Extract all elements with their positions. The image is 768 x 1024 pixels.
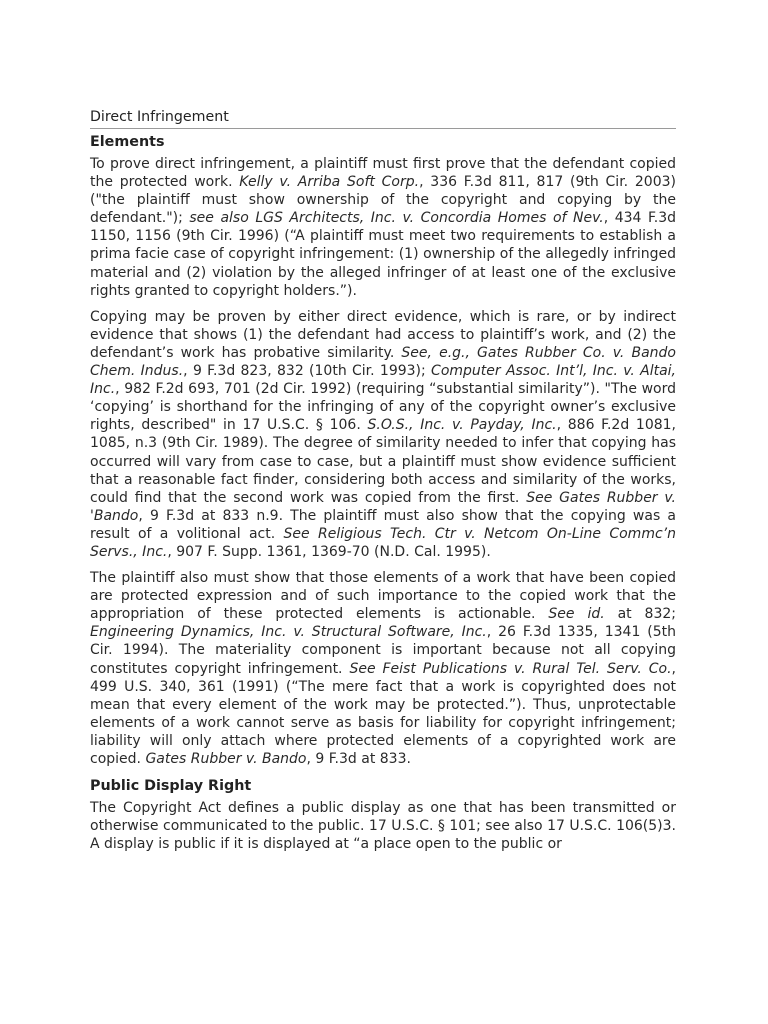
text-run: , 9 F.3d at 833 n.9. The plaintiff must also show that the copying was a result of a volitional act. [90,507,676,542]
text-run: , 9 F.3d 823, 832 (10th Cir. 1993); [183,363,432,380]
case-citation: Gates Rubber v. Bando [145,751,307,767]
text-run: Copying may be proven by either direct evidence, which is rare, or by indirect evidence that shows (1) the defendant had access to plaintiff’s work, and (2) the defendant’s work has probative similarity. [90,308,676,361]
case-citation: See Religious Tech. Ctr v. Netcom On-Line Commc’n Servs., Inc. [90,525,676,560]
text-run: at 832; [604,606,676,623]
paragraph [90,569,676,768]
case-citation: Computer Assoc. Int’l, Inc. v. Altai, Inc. [90,363,677,398]
paragraph [90,799,676,853]
text-run: , 26 F.3d 1335, 1341 (5th Cir. 1994). The materiality component is important because not all copying constitutes copyright infringement. [90,624,676,677]
section-heading-public-display-right: Public Display Right [90,778,252,795]
case-citation: Engineering Dynamics, Inc. v. Structural Software, Inc. [90,624,487,641]
case-citation: See id. [548,606,605,623]
text-run: , 907 F. Supp. 1361, 1369-70 (N.D. Cal. 1995). [167,543,491,560]
case-citation: Kelly v. Arriba Soft Corp. [239,174,420,191]
paragraph [90,155,676,300]
section-heading-elements: Elements [90,134,165,150]
text-run: , 434 F.3d 1150, 1156 (9th Cir. 1996) (“A plaintiff must meet two requirements to establish a prima facie case of copyright infringement: (1) ownership of the allegedly infringed material and (2) violation by the alleged infringer of at least one of the exclusive rights granted to copyright holders.”). [90,210,677,299]
paragraph [90,308,676,561]
document-title: Direct Infringement [90,108,676,129]
text-run: , 499 U.S. 340, 361 (1991) (“The mere fact that a work is copyrighted does not mean that every element of the work may be protected.”). Thus, unprotectable elements of a work cannot serve as basis for liability for copyright infringement; liability will only attach where protected elements of a copyrighted work are copied. [90,660,676,767]
text-run: To prove direct infringement, a plaintiff must first prove that the defendant copied the protected work. [90,156,676,191]
text-run: The Copyright Act defines a public display as one that has been transmitted or otherwise communicated to the public. 17 U.S.C. § 101; see also 17 U.S.C. 106(5)3. A display is public if it is displayed at “a place open to the public or [90,800,676,853]
text-run: The plaintiff also must show that those elements of a work that have been copied are protected expression and of such importance to the copied work that the appropriation of these protected elements is actionable. [90,570,676,623]
case-citation: see also LGS Architects, Inc. v. Concordia Homes of Nev. [189,210,604,227]
text-run: , 336 F.3d 811, 817 (9th Cir. 2003) ("the plaintiff must show ownership of the copyright and copying by the defendant."); [90,174,676,227]
section-public-display-right [90,776,676,853]
text-run: , 9 F.3d at 833. [306,751,411,767]
document-page [90,108,676,861]
section-elements [90,132,676,768]
case-citation: See Feist Publications v. Rural Tel. Serv. Co. [349,660,672,677]
text-run: , 982 F.2d 693, 701 (2d Cir. 1992) (requiring “substantial similarity”). "The word ‘copying’ is shorthand for the infringing of any of the copyright owner’s exclusive rights, described" in 17 U.S.C. § 106. [90,381,676,434]
case-citation: See, e.g., Gates Rubber Co. v. Bando Chem. Indus. [90,344,676,380]
case-citation: See Gates Rubber v. 'Bando [90,489,677,524]
case-citation: S.O.S., Inc. v. Payday, Inc. [367,417,557,434]
text-run: , 886 F.2d 1081, 1085, n.3 (9th Cir. 1989). The degree of similarity needed to infer that copying has occurred will vary from case to case, but a plaintiff must show evidence sufficient that a reasonable fact finder, considering both access and similarity of the works, could find that the second work was copied from the first. [90,417,676,506]
